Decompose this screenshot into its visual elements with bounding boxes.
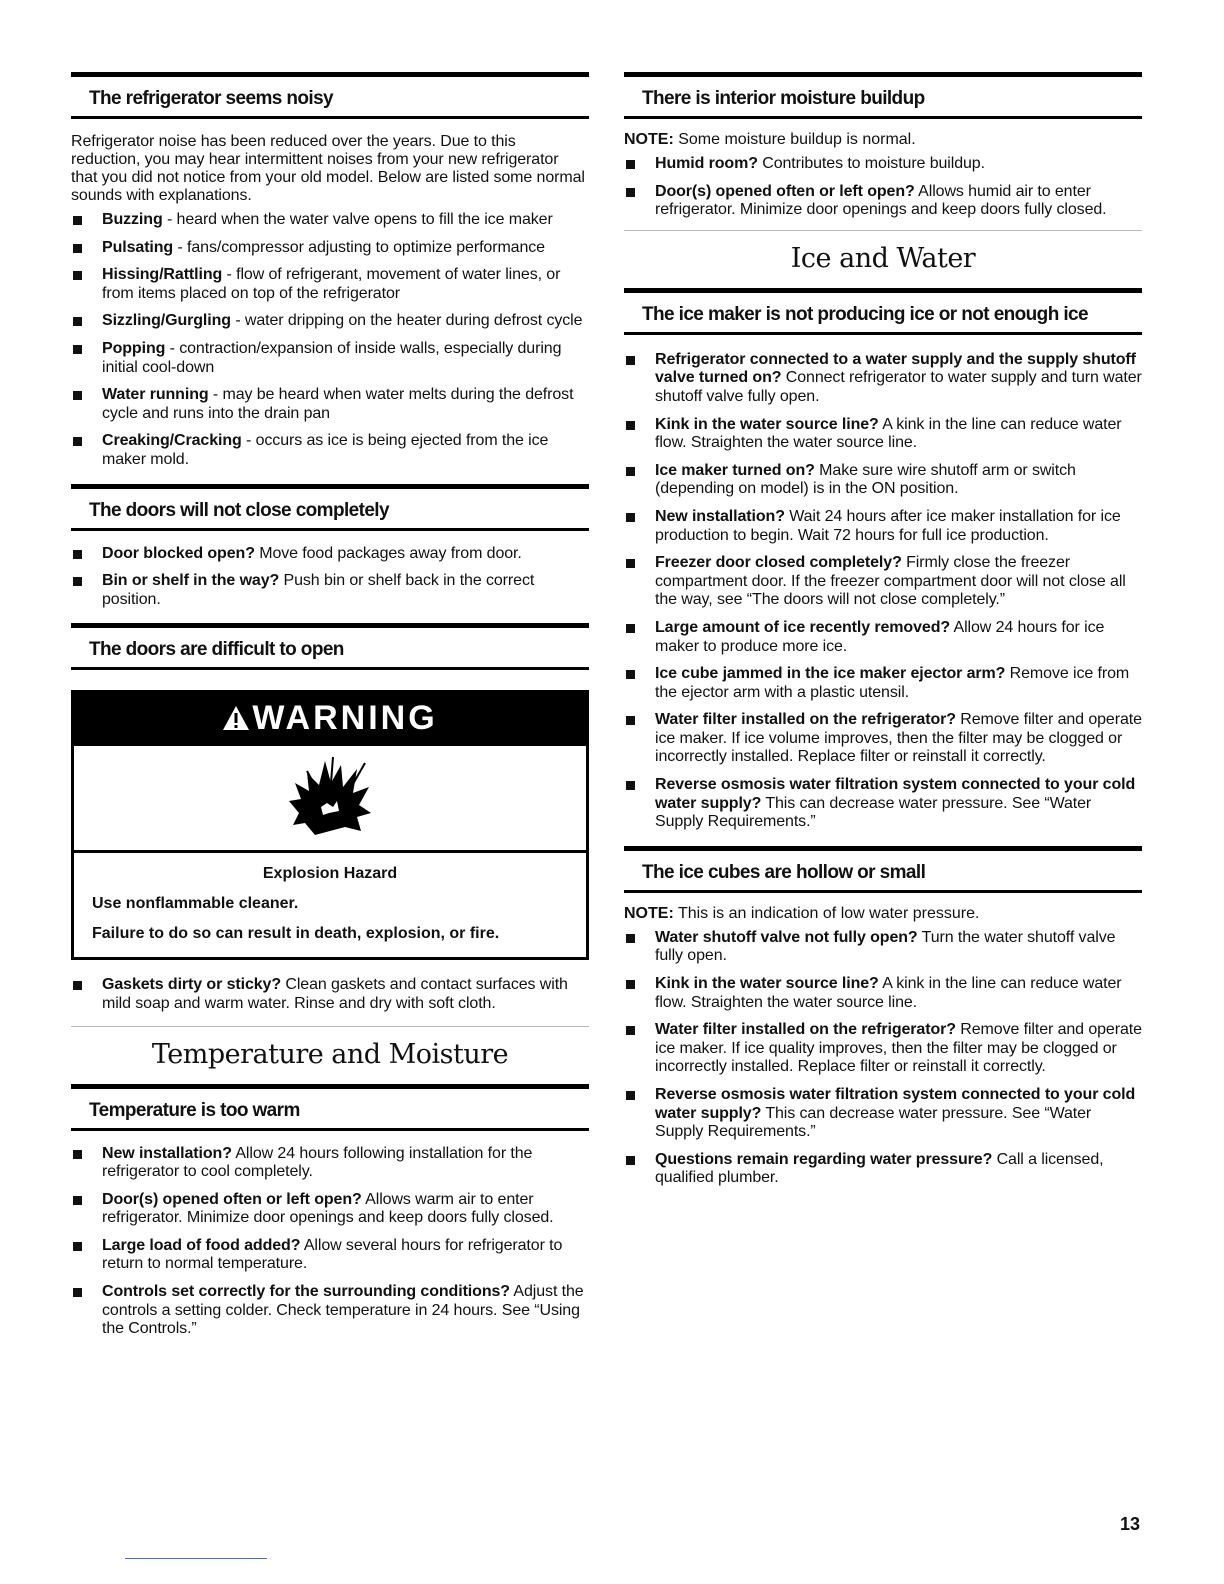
list-item: Popping - contraction/expansion of inside walls, especially during initial cool-down (71, 340, 589, 377)
warning-line-1: Use nonflammable cleaner. (92, 895, 299, 913)
list-item: Reverse osmosis water filtration system connected to your cold water supply? This can decrease water pressure. See “Water Supply Requirements.” (624, 1086, 1142, 1142)
section-heading-too-warm: Temperature is too warm (71, 1084, 589, 1131)
list-item: Ice cube jammed in the ice maker ejector arm? Remove ice from the ejector arm with a plastic utensil. (624, 665, 1142, 702)
explosion-icon-area (74, 746, 586, 853)
list-item: Water filter installed on the refrigerator? Remove filter and operate ice maker. If ice quality improves, then the filter may be clogged or incorrectly installed. Replace filter or reinstall it correctly. (624, 1021, 1142, 1077)
list-item: Large amount of ice recently removed? Allow 24 hours for ice maker to produce more ice. (624, 619, 1142, 656)
list-item: Questions remain regarding water pressure? Call a licensed, qualified plumber. (624, 1151, 1142, 1188)
list-item: Door(s) opened often or left open? Allows warm air to enter refrigerator. Minimize door openings and keep doors fully closed. (71, 1191, 589, 1228)
warning-triangle-icon (222, 705, 250, 731)
section-heading-ice-maker: The ice maker is not producing ice or not enough ice (624, 288, 1142, 335)
section-heading-moisture: There is interior moisture buildup (624, 72, 1142, 119)
list-item: Buzzing - heard when the water valve opens to fill the ice maker (71, 211, 589, 230)
section-heading-noisy: The refrigerator seems noisy (71, 72, 589, 119)
moisture-list (624, 155, 1142, 220)
hollow-note: NOTE: This is an indication of low water pressure. (624, 904, 980, 922)
noisy-intro: Refrigerator noise has been reduced over the years. Due to this reduction, you may hear intermittent noises from your new refrigerator that you did not notice from your old model. Below are listed some normal sounds with explanations. (71, 133, 585, 204)
moisture-note: NOTE: Some moisture buildup is normal. (624, 131, 916, 148)
warning-line-2: Failure to do so can result in death, explosion, or fire. (92, 925, 500, 943)
warning-body (74, 853, 586, 957)
list-item: Hissing/Rattling - flow of refrigerant, movement of water lines, or from items placed on top of the refrigerator (71, 266, 589, 303)
list-item: Pulsating - fans/compressor adjusting to optimize performance (71, 239, 589, 258)
list-item: Water running - may be heard when water melts during the defrost cycle and runs into the drain pan (71, 386, 589, 423)
explosion-icon (285, 753, 375, 843)
warning-box (71, 690, 589, 960)
gaskets-list (71, 976, 589, 1013)
too-warm-list (71, 1145, 589, 1339)
list-item: Large load of food added? Allow several hours for refrigerator to return to normal temperature. (71, 1237, 589, 1274)
right-column (624, 72, 1142, 1197)
warning-hazard: Explosion Hazard (262, 865, 398, 883)
warning-title: WARNING (252, 699, 438, 738)
left-column (71, 72, 589, 1348)
list-item: Kink in the water source line? A kink in the line can reduce water flow. Straighten the water source line. (624, 975, 1142, 1012)
section-heading-doors-close: The doors will not close completely (71, 484, 589, 531)
section-heading-hollow: The ice cubes are hollow or small (624, 846, 1142, 893)
list-item: New installation? Wait 24 hours after ice maker installation for ice production to begin. Wait 72 hours for full ice production. (624, 508, 1142, 545)
list-item: Bin or shelf in the way? Push bin or shelf back in the correct position. (71, 572, 589, 609)
list-item: Refrigerator connected to a water supply and the supply shutoff valve turned on? Connect refrigerator to water supply and turn water shutoff valve fully open. (624, 351, 1142, 407)
list-item: Kink in the water source line? A kink in the line can reduce water flow. Straighten the water source line. (624, 416, 1142, 453)
page-number: 13 (1120, 1514, 1141, 1534)
ice-maker-list (624, 351, 1142, 832)
chapter-rule (624, 230, 1142, 231)
list-item: Ice maker turned on? Make sure wire shutoff arm or switch (depending on model) is in the ON position. (624, 462, 1142, 499)
list-item: Door(s) opened often or left open? Allows humid air to enter refrigerator. Minimize door openings and keep doors fully closed. (624, 183, 1142, 220)
chapter-title-temperature: Temperature and Moisture (151, 1038, 509, 1070)
list-item: Controls set correctly for the surrounding conditions? Adjust the controls a setting colder. Check temperature in 24 hours. See “Using the Controls.” (71, 1283, 589, 1339)
list-item: Water filter installed on the refrigerator? Remove filter and operate ice maker. If ice volume improves, then the filter may be clogged or incorrectly installed. Replace filter or reinstall it correctly. (624, 711, 1142, 767)
list-item: New installation? Allow 24 hours following installation for the refrigerator to cool completely. (71, 1145, 589, 1182)
list-item: Freezer door closed completely? Firmly close the freezer compartment door. If the freezer compartment door will not close all the way, see “The doors will not close completely.” (624, 554, 1142, 610)
chapter-rule (71, 1026, 589, 1027)
list-item: Door blocked open? Move food packages away from door. (71, 545, 589, 564)
section-heading-doors-open: The doors are difficult to open (71, 623, 589, 670)
doors-close-list (71, 545, 589, 610)
hollow-list (624, 929, 1142, 1188)
list-item: Water shutoff valve not fully open? Turn the water shutoff valve fully open. (624, 929, 1142, 966)
list-item: Gaskets dirty or sticky? Clean gaskets and contact surfaces with mild soap and warm water. Rinse and dry with soft cloth. (71, 976, 589, 1013)
list-item: Humid room? Contributes to moisture buildup. (624, 155, 1142, 174)
list-item: Creaking/Cracking - occurs as ice is being ejected from the ice maker mold. (71, 432, 589, 469)
list-item: Reverse osmosis water filtration system connected to your cold water supply? This can decrease water pressure. See “Water Supply Requirements.” (624, 776, 1142, 832)
list-item: Sizzling/Gurgling - water dripping on the heater during defrost cycle (71, 312, 589, 331)
warning-title-bar (74, 693, 586, 746)
noisy-list (71, 211, 589, 470)
chapter-title-ice-water: Ice and Water (790, 242, 976, 274)
footer-rule (125, 1558, 267, 1559)
